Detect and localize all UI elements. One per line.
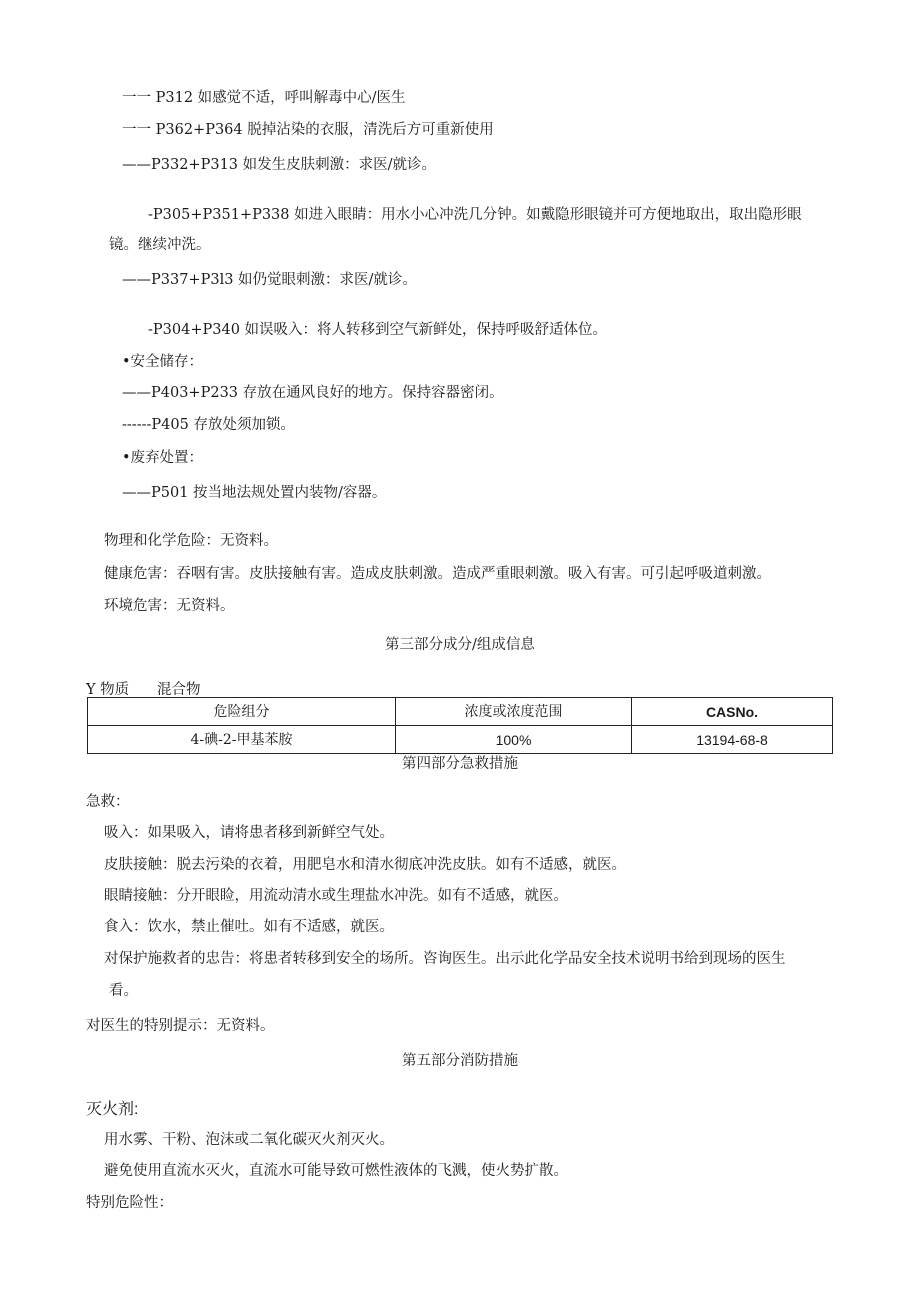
precaution-p337-p313: ——P337+P3l3 如仍觉眼刺激：求医/就诊。 — [122, 272, 417, 288]
disposal-p501: ——P501 按当地法规处置内装物/容器。 — [122, 485, 387, 501]
first-aid-eye-contact: 眼睛接触：分开眼睑，用流动清水或生理盐水冲洗。如有不适感，就医。 — [104, 888, 568, 904]
storage-heading: •安全储存： — [122, 354, 204, 370]
cell-component-name: 4-碘-2-甲基苯胺 — [88, 726, 396, 754]
substance-label: Y 物质 — [86, 682, 130, 698]
precaution-p305-continuation: 镜。继续冲洗。 — [109, 237, 211, 253]
physical-chemical-hazard: 物理和化学危险：无资料。 — [104, 533, 278, 549]
cell-concentration: 100% — [396, 726, 632, 754]
special-hazard-label: 特别危险性： — [86, 1195, 173, 1211]
header-cas-no: CASNo. — [632, 698, 833, 726]
storage-p405: ------P405 存放处须加锁。 — [122, 417, 295, 433]
storage-p403-p233: ——P403+P233 存放在通风良好的地方。保持容器密闭。 — [122, 385, 504, 401]
first-aid-skin-contact: 皮肤接触：脱去污染的衣着，用肥皂水和清水彻底冲洗皮肤。如有不适感，就医。 — [104, 857, 626, 873]
precaution-p312: 一一 P312 如感觉不适，呼叫解毒中心/医生 — [122, 90, 406, 106]
environmental-hazard: 环境危害：无资料。 — [104, 598, 235, 614]
header-hazardous-component: 危险组分 — [88, 698, 396, 726]
precaution-p304-p340: -P304+P340 如误吸入：将人转移到空气新鲜处，保持呼吸舒适体位。 — [148, 322, 608, 338]
first-aid-ingestion: 食入：饮水，禁止催吐。如有不适感，就医。 — [104, 919, 394, 935]
mixture-label: 混合物 — [157, 682, 201, 698]
precaution-p305-p351-p338: -P305+P351+P338 如进入眼睛：用水小心冲洗几分钟。如戴隐形眼镜并可方便地取出，取出隐形眼 — [148, 207, 802, 223]
precaution-p362-p364: 一一 P362+P364 脱掉沾染的衣服，清洗后方可重新使用 — [122, 122, 494, 138]
health-hazard: 健康危害：吞咽有害。皮肤接触有害。造成皮肤刺激。造成严重眼刺激。吸入有害。可引起呼吸道刺激。 — [104, 566, 771, 582]
section5-title: 第五部分消防措施 — [402, 1053, 518, 1069]
doctor-special-note: 对医生的特别提示：无资料。 — [86, 1018, 275, 1034]
extinguishing-warning: 避免使用直流水灭火，直流水可能导致可燃性液体的飞溅，使火势扩散。 — [104, 1163, 568, 1179]
composition-table — [87, 697, 833, 754]
disposal-heading: •废弃处置： — [122, 450, 204, 466]
cell-cas-number: 13194-68-8 — [632, 726, 833, 754]
first-aid-rescuer-advice: 对保护施救者的忠告：将患者转移到安全的场所。咨询医生。出示此化学品安全技术说明书给到现场的医生 — [104, 951, 786, 967]
section4-title: 第四部分急救措施 — [402, 756, 518, 772]
section3-title: 第三部分成分/组成信息 — [385, 637, 535, 653]
table-row — [88, 726, 833, 754]
first-aid-inhalation: 吸入：如果吸入，请将患者移到新鲜空气处。 — [104, 825, 394, 841]
extinguishing-method: 用水雾、干粉、泡沫或二氧化碳灭火剂灭火。 — [104, 1132, 394, 1148]
extinguishing-media-label: 灭火剂: — [86, 1101, 139, 1118]
first-aid-rescuer-advice-continuation: 看。 — [109, 983, 138, 999]
first-aid-label: 急救： — [86, 794, 130, 810]
header-concentration: 浓度或浓度范围 — [396, 698, 632, 726]
table-header-row — [88, 698, 833, 726]
precaution-p332-p313: ——P332+P313 如发生皮肤刺激：求医/就诊。 — [122, 157, 437, 173]
